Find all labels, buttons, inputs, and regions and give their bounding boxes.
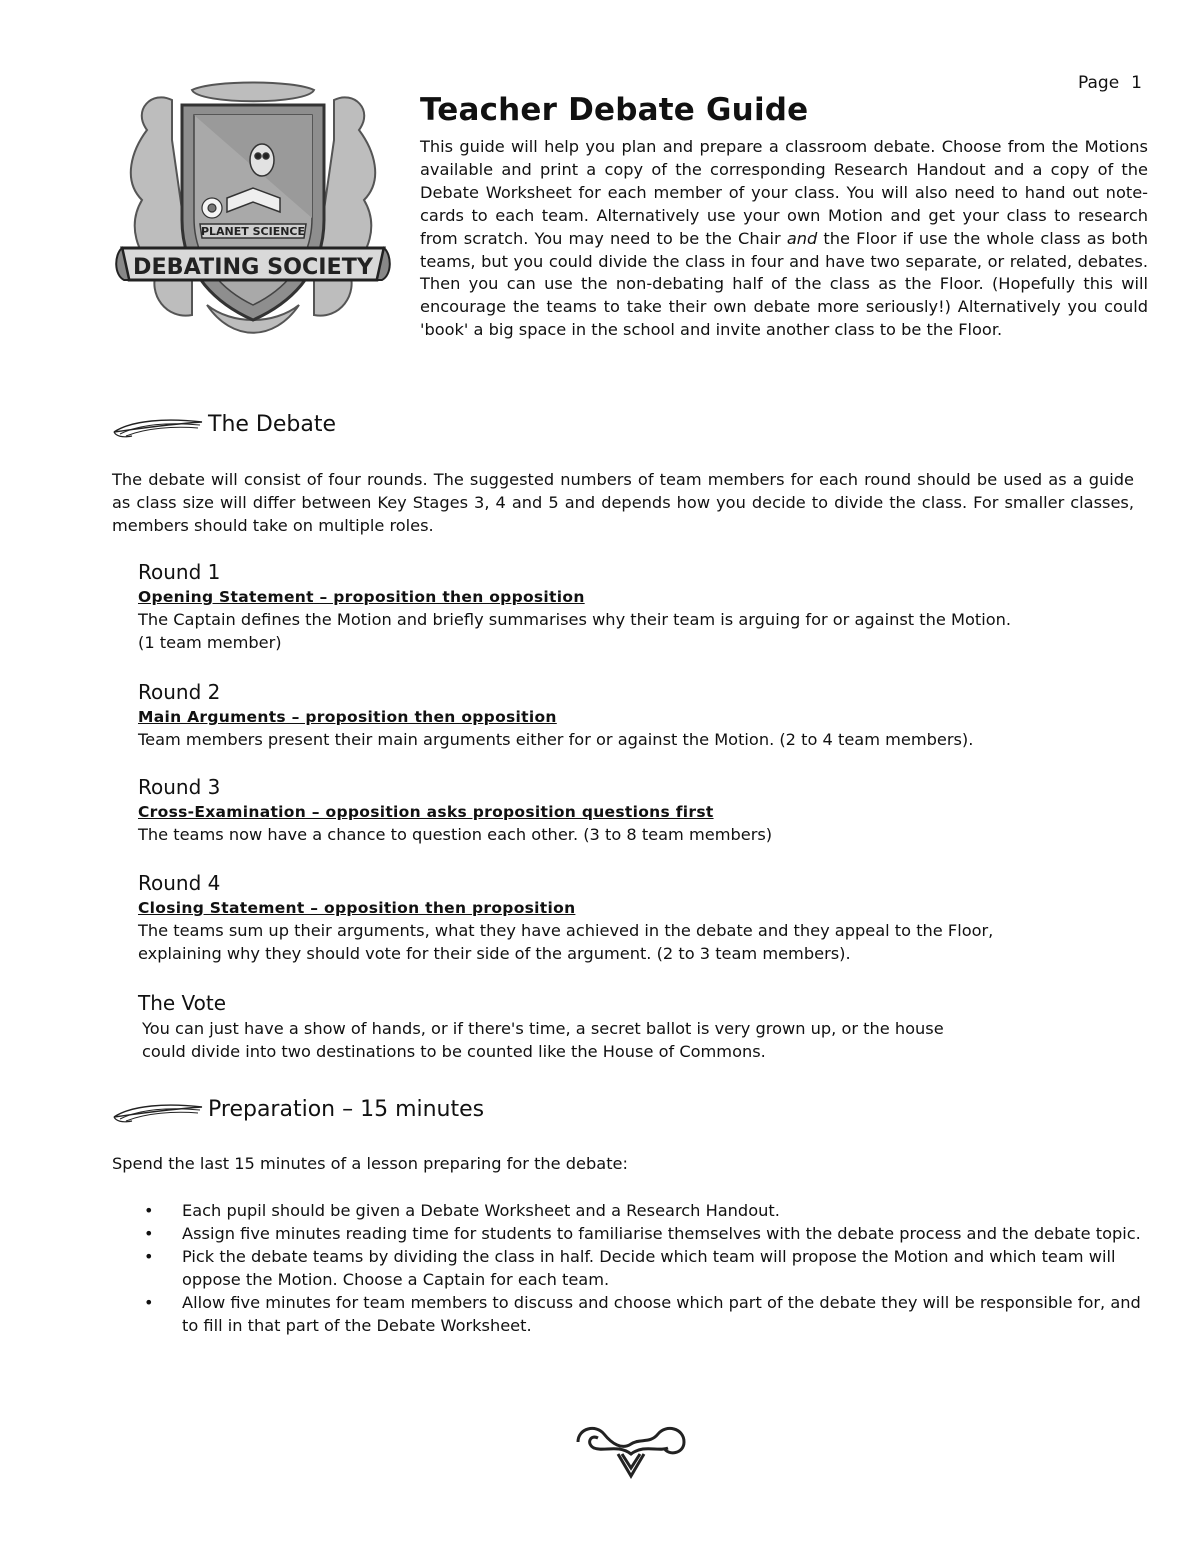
preparation-list xyxy=(140,1199,1145,1337)
intro-emphasis: and xyxy=(786,228,818,248)
page-number xyxy=(1078,73,1142,93)
list-item xyxy=(140,1222,1145,1245)
preparation-heading-text: Preparation – 15 minutes xyxy=(208,1097,485,1122)
section-heading-preparation xyxy=(112,1097,712,1137)
list-item xyxy=(140,1291,1145,1337)
round-subtitle: Opening Statement – proposition then opposition xyxy=(138,588,585,606)
intro-text-start: This guide will help you plan and prepare a classroom debate. Choose from the Motions available and print a copy of the corresponding Research Handout and a copy of the Debate Worksheet for each member of your class. You will also need to hand out note-cards to each team. Alternatively use your own Motion and get your class to research from scratch. You may need to be the Chair xyxy=(420,137,1148,248)
debating-society-crest-logo xyxy=(112,80,394,342)
round-description-continued: (1 team member) xyxy=(138,633,282,652)
round-description: The teams sum up their arguments, what they have achieved in the debate and they appeal to the Floor, xyxy=(138,921,994,940)
list-item xyxy=(140,1199,1145,1222)
round-description-continued: explaining why they should vote for their side of the argument. (2 to 3 team members). xyxy=(138,944,851,963)
bullet-icon: • xyxy=(144,1224,154,1243)
vote-description: You can just have a show of hands, or if there's time, a secret ballot is very grown up, or the house xyxy=(142,1019,944,1038)
intro-text-end: the Floor if use the whole class as both teams, but you could divide the class in four and have two separate, or related, debates. Then you can use the non-debating half of the class as the Floor. (Hopefully this will encourage the teams to take their own debate more seriously!) Alternatively you could 'book' a big space in the school and invite another class to be the Floor. xyxy=(420,228,1148,340)
crest-banner-text: DEBATING SOCIETY xyxy=(133,255,375,280)
list-item-text: Assign five minutes reading time for students to familiarise themselves with the debate process and the debate topic. xyxy=(182,1224,1141,1243)
document-title: Teacher Debate Guide xyxy=(420,92,809,128)
round-title: Round 1 xyxy=(138,560,221,584)
the-vote xyxy=(138,989,1098,1063)
section-heading-debate xyxy=(112,412,712,452)
round-description: The Captain defines the Motion and briefly summarises why their team is arguing for or against the Motion. xyxy=(138,610,1012,629)
round-4 xyxy=(138,869,1128,965)
round-title: Round 2 xyxy=(138,680,221,704)
round-title: Round 3 xyxy=(138,775,221,799)
round-1 xyxy=(138,558,1128,654)
round-description: The teams now have a chance to question each other. (3 to 8 team members) xyxy=(138,825,773,844)
bullet-icon: • xyxy=(144,1293,154,1312)
round-description: Team members present their main arguments either for or against the Motion. (2 to 4 team members). xyxy=(138,730,974,749)
round-subtitle: Closing Statement – opposition then proposition xyxy=(138,899,576,917)
debate-heading-text: The Debate xyxy=(208,412,336,437)
quill-flourish-icon xyxy=(112,416,204,440)
quill-flourish-icon xyxy=(112,1101,204,1125)
crest-top-text: PLANET SCIENCE xyxy=(200,225,306,238)
round-title: Round 4 xyxy=(138,871,221,895)
list-item-text: Pick the debate teams by dividing the class in half. Decide which team will propose the Motion and which team will oppose the Motion. Choose a Captain for each team. xyxy=(182,1247,1116,1289)
list-item-text: Each pupil should be given a Debate Worksheet and a Research Handout. xyxy=(182,1201,780,1220)
vote-title: The Vote xyxy=(138,991,227,1015)
page-label: Page xyxy=(1078,73,1120,93)
list-item xyxy=(140,1245,1145,1291)
round-subtitle: Main Arguments – proposition then opposition xyxy=(138,708,557,726)
bullet-icon: • xyxy=(144,1201,154,1220)
ornamental-flourish-icon xyxy=(570,1414,692,1482)
round-3 xyxy=(138,773,1128,846)
preparation-intro: Spend the last 15 minutes of a lesson preparing for the debate: xyxy=(112,1154,628,1173)
debate-intro-paragraph: The debate will consist of four rounds. The suggested numbers of team members for each round should be used as a guide as class size will differ between Key Stages 3, 4 and 5 and depends how you decide to divide the class. For smaller classes, members should take on multiple roles. xyxy=(112,470,1134,535)
page-number-value: 1 xyxy=(1131,73,1142,93)
intro-paragraph xyxy=(420,136,1148,342)
list-item-text: Allow five minutes for team members to discuss and choose which part of the debate they will be responsible for, and to fill in that part of the Debate Worksheet. xyxy=(182,1293,1141,1335)
vote-description-continued: could divide into two destinations to be counted like the House of Commons. xyxy=(142,1042,766,1061)
bullet-icon: • xyxy=(144,1247,154,1266)
round-subtitle: Cross-Examination – opposition asks proposition questions first xyxy=(138,803,714,821)
round-2 xyxy=(138,678,1128,751)
